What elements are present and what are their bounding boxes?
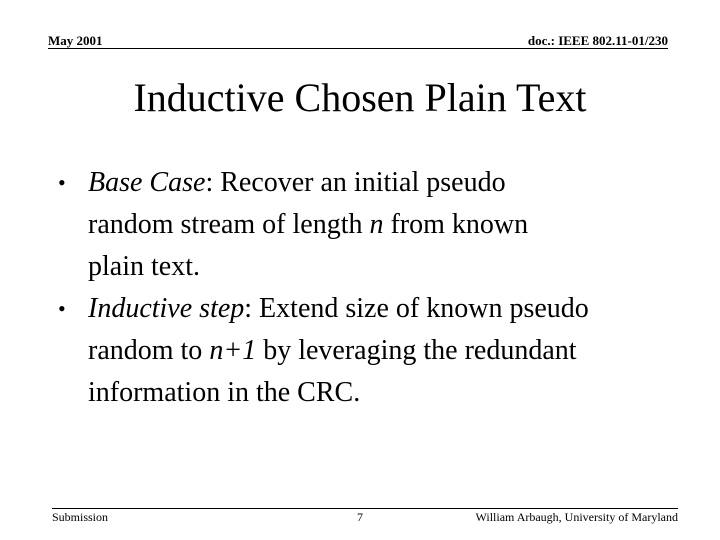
bullet-line (88, 204, 698, 246)
bullet-variable: n+1 (209, 335, 257, 366)
bullet-text: : Extend size of known pseudo (244, 293, 589, 324)
bullet-label: Inductive step (88, 293, 245, 324)
bullet-marker: • (58, 170, 66, 195)
bullet-text: random to (88, 335, 210, 366)
bullet-line: information in the CRC. (88, 377, 361, 408)
bullet-list (58, 162, 698, 414)
header-date: May 2001 (48, 33, 103, 48)
bullet-line (88, 288, 698, 330)
bullet-marker: • (58, 296, 66, 321)
bullet-line (88, 162, 698, 204)
bullet-inductive-step (58, 288, 698, 414)
footer-submission: Submission (52, 510, 109, 524)
bullet-text: from known (383, 209, 529, 240)
bullet-base-case (58, 162, 698, 288)
bullet-line (88, 330, 698, 372)
bullet-text: : Recover an initial pseudo (205, 167, 506, 198)
bullet-line: plain text. (88, 251, 200, 282)
bullet-text: random stream of length (88, 209, 370, 240)
header-rule (48, 48, 668, 49)
bullet-variable: n (369, 209, 384, 240)
footer-rule (52, 508, 678, 509)
slide-title: Inductive Chosen Plain Text (133, 75, 587, 120)
footer-author: William Arbaugh, University of Maryland (475, 510, 678, 524)
footer-page-number: 7 (357, 510, 363, 524)
header-doc-number: doc.: IEEE 802.11-01/230 (527, 33, 668, 48)
bullet-label: Base Case (88, 167, 206, 198)
bullet-text: by leveraging the redundant (256, 335, 577, 366)
